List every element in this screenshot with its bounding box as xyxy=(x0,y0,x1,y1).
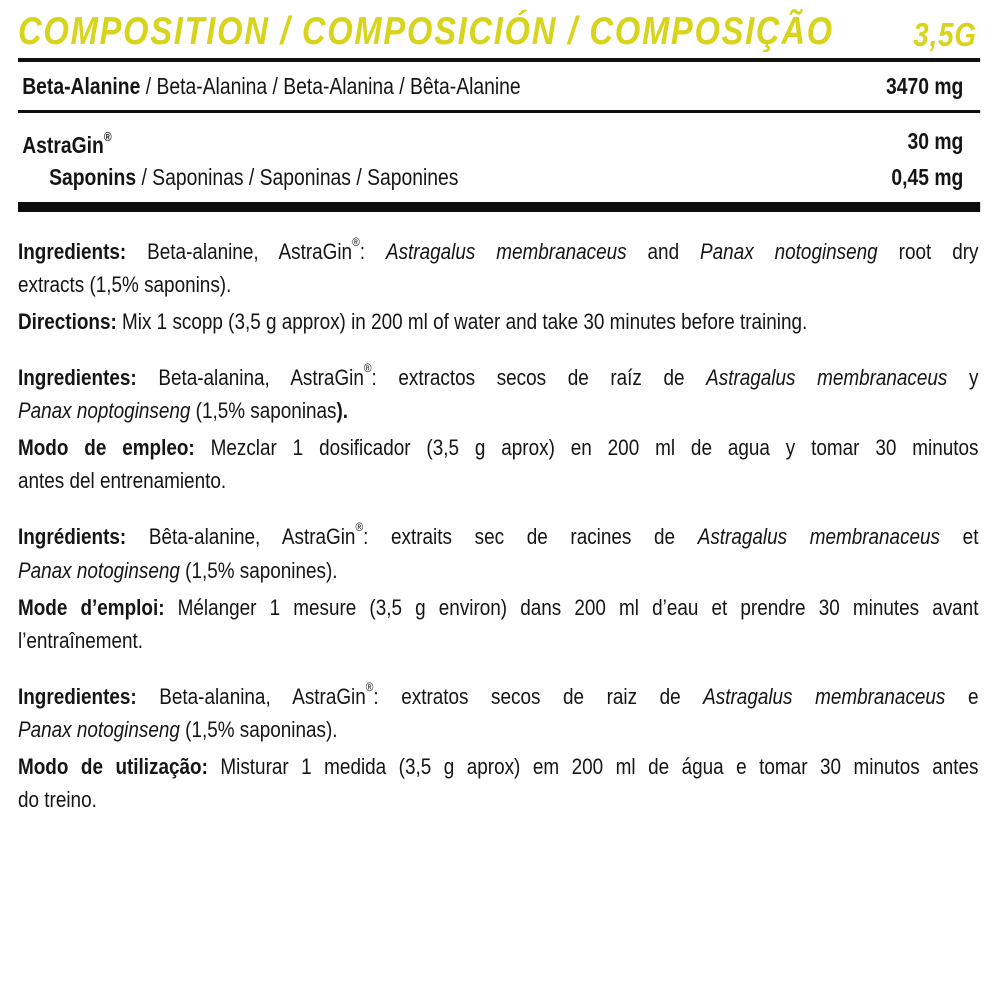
section-spanish xyxy=(18,352,978,497)
nutrient-name: Saponins / Saponinas / Saponinas / Saponines xyxy=(49,164,459,190)
table-bottom-bar xyxy=(18,202,980,212)
ingredients-paragraph-es: Ingredientes: Beta-alanina, AstraGin®: extractos secos de raíz de Astragalus membranaceus y Panax noptoginseng (1,5% saponinas). xyxy=(18,361,979,424)
nutrient-amount: 3470 mg xyxy=(885,73,964,99)
table-row-beta-alanine xyxy=(18,62,980,110)
section-french xyxy=(18,511,978,656)
directions-paragraph-pt: Modo de utilização: Misturar 1 medida (3,5 g aprox) em 200 ml de água e tomar 30 minutos antes do treino. xyxy=(18,753,979,812)
nutrient-name: AstraGin® xyxy=(22,130,112,158)
nutrient-amount: 30 mg xyxy=(907,128,964,154)
composition-header xyxy=(18,9,980,53)
directions-paragraph-es: Modo de empleo: Mezclar 1 dosificador (3,5 g aprox) en 200 ml de agua y tomar 30 minutos antes del entrenamiento. xyxy=(18,435,979,494)
info-sections xyxy=(18,226,980,816)
directions-paragraph-fr: Mode d’emploi: Mélanger 1 mesure (3,5 g environ) dans 200 ml d’eau et prendre 30 minutes avant l’entraînement. xyxy=(18,594,979,653)
section-portuguese xyxy=(18,671,978,816)
ingredients-paragraph-fr: Ingrédients: Bêta-alanine, AstraGin®: extraits sec de racines de Astragalus membranaceus et Panax notoginseng (1,5% saponines). xyxy=(18,520,979,583)
label-content-column xyxy=(18,0,980,816)
table-group-astragin xyxy=(18,113,980,202)
section-english xyxy=(18,226,978,338)
ingredients-paragraph-pt: Ingredientes: Beta-alanina, AstraGin®: extratos secos de raiz de Astragalus membranaceus e Panax notoginseng (1,5% saponinas). xyxy=(18,679,979,742)
composition-title: COMPOSITION / COMPOSICIÓN / COMPOSIÇÃO xyxy=(18,9,834,53)
table-row-saponins xyxy=(22,162,963,192)
nutrient-amount: 0,45 mg xyxy=(891,164,964,190)
ingredients-paragraph-en: Ingredients: Beta-alanine, AstraGin®: Astragalus membranaceus and Panax notoginseng root dry extracts (1,5% saponins). xyxy=(18,235,979,298)
nutrient-name: Beta-Alanine / Beta-Alanina / Beta-Alanina / Bêta-Alanine xyxy=(22,73,521,99)
table-row-astragin xyxy=(22,122,963,160)
serving-size: 3,5G xyxy=(913,15,977,53)
directions-paragraph-en: Directions: Mix 1 scopp (3,5 g approx) in 200 ml of water and take 30 minutes before training. xyxy=(18,309,808,335)
